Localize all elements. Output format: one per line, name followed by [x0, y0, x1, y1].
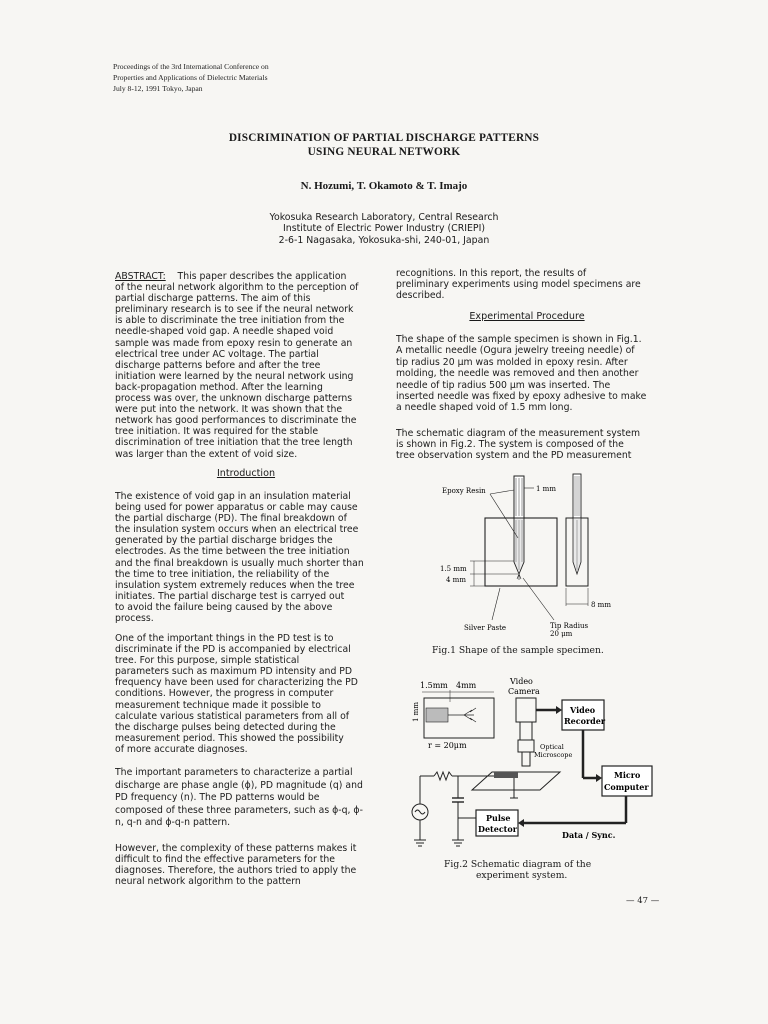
- abstract-first: This paper describes the application: [177, 271, 347, 282]
- intro-paragraph-4: [115, 843, 377, 887]
- text-line: n, q-n and ϕ-q-n pattern.: [115, 817, 231, 829]
- text-line: discriminate if the PD is accompanied by electrical: [115, 644, 351, 656]
- proceedings-line: Properties and Applications of Dielectric Materials: [113, 73, 268, 82]
- affiliation: [150, 212, 618, 246]
- caption-line: experiment system.: [476, 870, 568, 881]
- experimental-procedure-heading: Experimental Procedure: [469, 311, 585, 322]
- video-camera: [516, 698, 536, 722]
- label-data-sync: Data / Sync.: [562, 830, 616, 840]
- text-line: recognitions. In this report, the results of: [396, 268, 587, 279]
- abstract-line: back-propagation method. After the learning: [115, 381, 323, 393]
- text-line: measurement technique made it possible to: [115, 699, 321, 711]
- text-line: is shown in Fig.2. The system is composed of the: [396, 439, 624, 451]
- right-paragraph-1: [396, 334, 658, 414]
- abstract-line: process was over, the unknown discharge patterns: [115, 393, 353, 405]
- text-line: parameters such as maximum PD intensity and PD: [115, 666, 353, 678]
- label-r: r = 20μm: [428, 741, 467, 750]
- text-line: preliminary experiments using model specimens are: [396, 279, 641, 291]
- label-optical-2: Microscope: [534, 751, 573, 759]
- text-line: insulation system extremely reduces when the tree: [115, 579, 355, 591]
- abstract-line: electrical tree under AC voltage. The partial: [115, 348, 319, 360]
- text-line: to avoid the failure being caused by the above: [115, 601, 333, 613]
- text-line: tip radius 20 μm was molded in epoxy resin. After: [396, 356, 628, 368]
- text-line: of more accurate diagnoses.: [115, 743, 248, 755]
- label-1-5mm: 1.5 mm: [440, 565, 467, 573]
- text-line: discharge are phase angle (ϕ), PD magnitude (q) and: [115, 779, 363, 791]
- text-line: PD frequency (n). The PD patterns would be: [115, 792, 320, 804]
- label-micro-2: Computer: [604, 782, 649, 792]
- electrical-tree: [448, 708, 476, 722]
- text-line: process.: [115, 613, 154, 625]
- text-line: inserted needle was fixed by epoxy adhesive to make: [396, 391, 647, 403]
- resistor: [434, 772, 452, 780]
- label-epoxy-resin: Epoxy Resin: [442, 487, 486, 495]
- text-line: frequency have been used for characterizing the PD: [115, 677, 358, 689]
- label-1mm: 1 mm: [536, 485, 556, 493]
- proceedings-line: Proceedings of the 3rd International Conference on: [113, 62, 269, 71]
- proceedings-line: July 8-12, 1991 Tokyo, Japan: [113, 84, 203, 93]
- text-line: the insulation system occurs when an electrical tree: [115, 524, 359, 536]
- affiliation-line: 2-6-1 Nagasaka, Yokosuka-shi, 240-01, Japan: [278, 234, 490, 246]
- text-line: tree. For this purpose, simple statistical: [115, 655, 300, 667]
- text-line: tree observation system and the PD measurement: [396, 450, 632, 462]
- abstract-line: is able to discriminate the tree initiation from the: [115, 315, 345, 327]
- text-line: the time to tree initiation, the reliability of the: [115, 568, 330, 580]
- figure-1-specimen-diagram: [430, 470, 630, 640]
- label-video-camera-1: Video: [510, 677, 533, 686]
- text-line: neural network algorithm to the pattern: [115, 876, 301, 888]
- label-pulse-1: Pulse: [486, 813, 511, 823]
- label-micro-1: Micro: [614, 770, 641, 780]
- abstract-line: needle-shaped void gap. A needle shaped void: [115, 326, 334, 338]
- abstract-line: sample was made from epoxy resin to generate an: [115, 337, 353, 349]
- figure-1-caption: Fig.1 Shape of the sample specimen.: [432, 645, 604, 656]
- label-4mm: 4 mm: [446, 576, 466, 584]
- intro-paragraph-3: [115, 767, 377, 830]
- abstract-line: discharge patterns before and after the tree: [115, 359, 321, 371]
- text-line: measurement period. This showed the possibility: [115, 732, 344, 744]
- optical-microscope: [522, 752, 530, 766]
- text-line: conditions. However, the progress in computer: [115, 688, 334, 700]
- text-line: being used for power apparatus or cable may cause: [115, 502, 358, 514]
- text-line: However, the complexity of these patterns makes it: [115, 843, 357, 854]
- text-line: the partial discharge (PD). The final breakdown of: [115, 513, 347, 525]
- label-video-recorder-2: Recorder: [564, 716, 606, 726]
- caption-line: Fig.2 Schematic diagram of the: [444, 859, 592, 870]
- text-line: molding, the needle was removed and then another: [396, 368, 639, 380]
- text-line: a needle shaped void of 1.5 mm long.: [396, 402, 573, 414]
- label-video-camera-2: Camera: [508, 687, 540, 696]
- label-1-5mm: 1.5mm: [420, 681, 448, 690]
- title-line: DISCRIMINATION OF PARTIAL DISCHARGE PATTERNS: [228, 132, 540, 144]
- title-line: USING NEURAL NETWORK: [307, 146, 461, 158]
- introduction-heading: Introduction: [216, 468, 276, 479]
- abstract-line: [115, 271, 377, 282]
- label-optical-1: Optical: [540, 743, 564, 751]
- text-line: described.: [396, 290, 445, 302]
- label-4mm: 4mm: [456, 681, 477, 690]
- text-line: electrodes. As the time between the tree initiation: [115, 546, 350, 558]
- text-line: and the final breakdown is usually much shorter than: [115, 557, 364, 569]
- paper-title: [150, 131, 618, 159]
- sample-electrode: [494, 772, 518, 778]
- text-line: initiates. The partial discharge test is carryed out: [115, 590, 345, 602]
- proceedings-header: [113, 61, 373, 94]
- page-number: — 47 —: [626, 896, 660, 906]
- text-line: generated by the partial discharge bridges the: [115, 535, 333, 547]
- abstract-line: initiation were learned by the neural network using: [115, 370, 354, 382]
- intro-paragraph-1: [115, 491, 377, 624]
- authors: N. Hozumi, T. Okamoto & T. Imajo: [300, 180, 468, 192]
- text-line: difficult to find the effective parameters for the: [115, 854, 336, 866]
- intro-paragraph-2: [115, 633, 377, 755]
- label-tip-value: 20 μm: [550, 630, 573, 638]
- label-pulse-2: Detector: [478, 824, 517, 834]
- right-paragraph-2: [396, 428, 658, 461]
- text-line: the discharge pulses being detected during the: [115, 721, 336, 733]
- label-tip-radius: Tip Radius: [550, 622, 589, 630]
- label-video-recorder-1: Video: [570, 705, 596, 715]
- abstract-line: partial discharge patterns. The aim of this: [115, 293, 311, 305]
- label-silver-paste: Silver Paste: [464, 624, 507, 632]
- text-line: The important parameters to characterize a partial: [115, 767, 353, 778]
- abstract-line: were put into the network. It was shown that the: [115, 404, 343, 416]
- affiliation-line: Yokosuka Research Laboratory, Central Research: [269, 212, 499, 223]
- abstract-line: network has good performances to discriminate the: [115, 415, 357, 427]
- right-paragraph-0: [396, 268, 658, 301]
- abstract-line: of the neural network algorithm to the perception of: [115, 282, 359, 294]
- text-line: needle of tip radius 500 μm was inserted. The: [396, 379, 611, 391]
- affiliation-line: Institute of Electric Power Industry (CRIEPI): [283, 223, 485, 235]
- label-1mm: 1 mm: [412, 702, 420, 722]
- text-line: calculate various statistical parameters from all of: [115, 710, 350, 722]
- text-line: The schematic diagram of the measurement system: [396, 428, 641, 439]
- label-8mm: 8 mm: [591, 601, 611, 609]
- figure-2-system-diagram: [410, 668, 660, 853]
- text-line: The shape of the sample specimen is shown in Fig.1.: [396, 334, 642, 345]
- text-line: The existence of void gap in an insulation material: [115, 491, 351, 502]
- text-line: diagnoses. Therefore, the authors tried to apply the: [115, 865, 357, 877]
- text-line: A metallic needle (Ogura jewelry treeing needle) of: [396, 345, 635, 357]
- text-line: composed of these three parameters, such as ϕ-q, ϕ-: [115, 804, 363, 816]
- abstract-line: preliminary research is to see if the neural network: [115, 304, 354, 316]
- abstract: [115, 271, 377, 460]
- void-region: [426, 708, 448, 722]
- abstract-line: was larger than the extent of void size.: [115, 448, 298, 460]
- figure-2-caption: [444, 859, 591, 881]
- abstract-line: tree initiation. It was required for the stable: [115, 426, 319, 438]
- text-line: One of the important things in the PD test is to: [115, 633, 334, 644]
- abstract-label: ABSTRACT:: [115, 271, 166, 282]
- abstract-line: discrimination of tree initiation that the tree length: [115, 437, 353, 449]
